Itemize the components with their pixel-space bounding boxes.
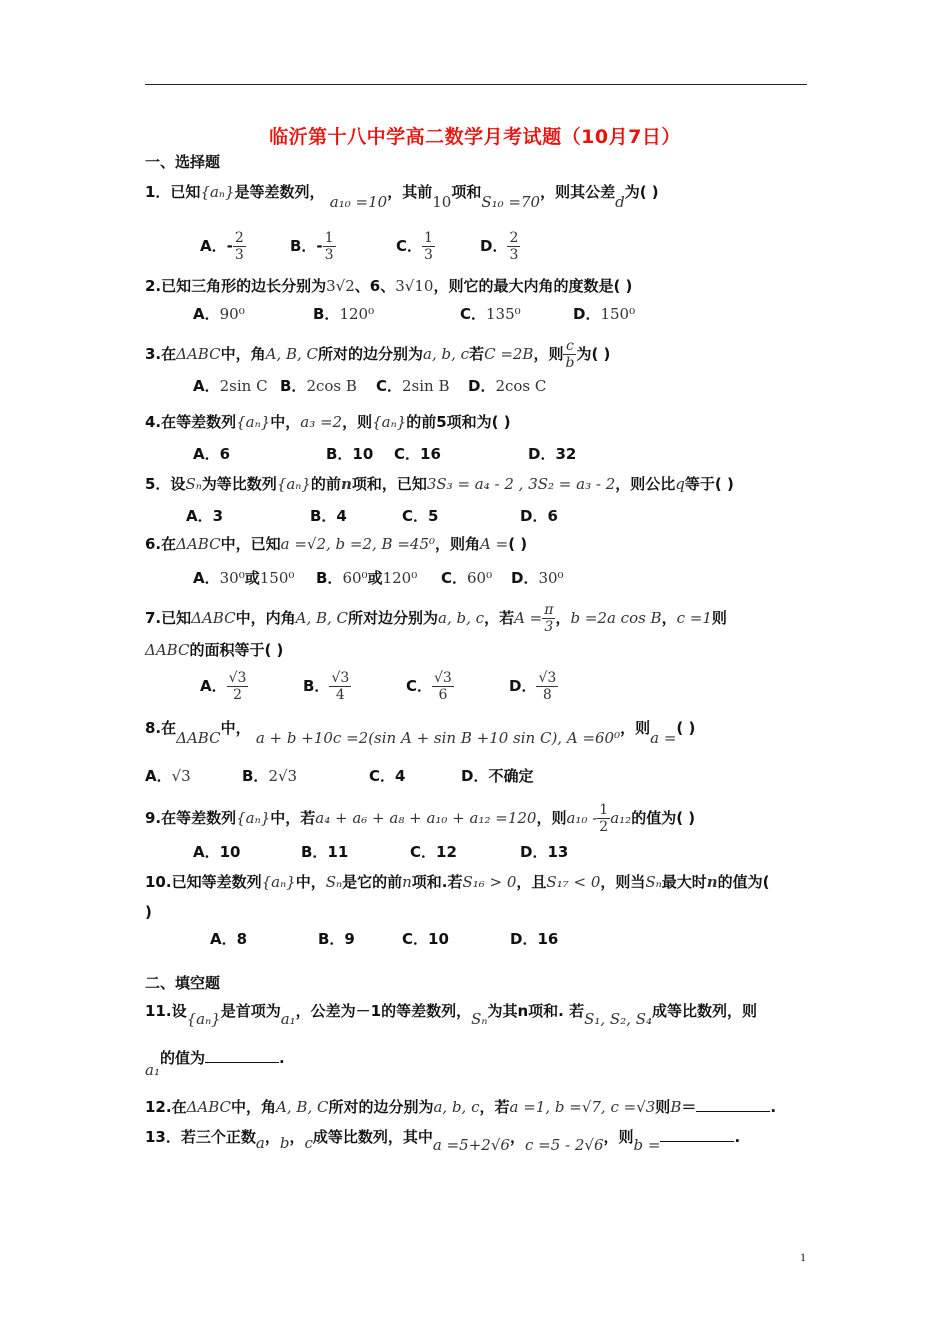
q1-math: S₁₀ =70 — [481, 193, 541, 211]
question-13 — [145, 1127, 741, 1154]
q8-option-a[interactable] — [145, 765, 191, 786]
numerator: √3 — [331, 670, 350, 686]
q4-option-d[interactable]: D．32 — [528, 445, 577, 463]
question-3 — [145, 338, 610, 371]
q7-text: ， — [661, 609, 677, 627]
question-2 — [145, 276, 632, 296]
q5-text: ，则公比 — [615, 475, 676, 493]
q10-text: 中， — [295, 873, 326, 891]
option-value: 30⁰ — [219, 569, 245, 587]
q7-math: b =2a cos B — [570, 609, 662, 627]
q12-text: 则 — [655, 1098, 671, 1116]
q4-math: a₃ =2 — [300, 413, 343, 431]
denominator: b — [565, 355, 575, 371]
option-value: 2√3 — [268, 767, 298, 785]
fraction — [329, 670, 351, 703]
q8-math: a = — [650, 729, 677, 747]
q6-option-c[interactable] — [441, 567, 492, 588]
q7-math: a, b, c — [438, 609, 485, 627]
answer-blank[interactable] — [660, 1127, 734, 1142]
q11-math: a₁ — [145, 1061, 160, 1079]
q9-option-b[interactable]: B．11 — [301, 843, 349, 861]
q1-option-d[interactable] — [480, 230, 520, 263]
q3-text: 若 — [469, 345, 485, 363]
question-11-cont — [145, 1048, 285, 1079]
q7-math: A = — [514, 609, 543, 627]
q12-text: 12.在 — [145, 1098, 187, 1116]
option-value: 60⁰ — [467, 569, 493, 587]
q4-math: {aₙ} — [236, 413, 271, 431]
option-value: 90⁰ — [219, 305, 245, 323]
q10-text: 是它的前 — [342, 873, 403, 891]
q6-math: a =√2, b =2, B =45⁰ — [280, 535, 436, 553]
q12-math: ΔABC — [186, 1098, 232, 1116]
numerator: 2 — [509, 230, 519, 246]
option-value: 2sin C — [219, 377, 268, 395]
q3-math: ΔABC — [176, 345, 221, 363]
q8-text: 中， — [220, 719, 251, 737]
numerator: √3 — [538, 670, 557, 686]
q13-text: ， — [509, 1128, 525, 1146]
option-text: 或 — [367, 569, 383, 587]
q6-math: A = — [480, 535, 509, 553]
q5-text: 项和，已知 — [351, 475, 427, 493]
q5-math: n — [340, 475, 352, 493]
q1-math: a₁₀ =10 — [329, 193, 388, 211]
numerator: c — [563, 338, 576, 355]
q12-text: 所对的边分别为 — [328, 1098, 434, 1116]
q1-text: 项和 — [451, 183, 482, 201]
q7-option-c[interactable] — [406, 670, 454, 703]
question-8 — [145, 718, 696, 747]
q7-text: 则 — [711, 609, 727, 627]
question-10-cont: ) — [145, 903, 152, 921]
q13-text: ， — [264, 1128, 280, 1146]
option-label: A． — [193, 305, 220, 323]
q13-math: c =5 - 2√6 — [524, 1136, 604, 1154]
q6-text: ，则角 — [435, 535, 481, 553]
q6-text: 6.在 — [145, 535, 177, 553]
question-4 — [145, 412, 511, 432]
option-label: D． — [480, 237, 508, 255]
q2-option-c[interactable] — [460, 303, 521, 324]
option-value: √3 — [171, 767, 191, 785]
option-value: 150⁰ — [600, 305, 636, 323]
numerator: 2 — [234, 230, 244, 246]
q11-math: {aₙ} — [186, 1010, 221, 1028]
question-10 — [145, 872, 770, 892]
fraction — [233, 230, 246, 263]
option-label: A． — [193, 377, 220, 395]
q1-option-c[interactable] — [396, 230, 435, 263]
q10-option-a[interactable]: A．8 — [210, 930, 248, 948]
q9-text: 中，若 — [270, 809, 316, 827]
option-value: 120⁰ — [382, 569, 418, 587]
q7-option-b[interactable] — [303, 670, 351, 703]
option-label: D． — [509, 677, 537, 695]
q3-text: 所对的边分别为 — [318, 345, 424, 363]
denominator: 8 — [542, 687, 552, 703]
fraction — [227, 670, 249, 703]
option-label: D． — [511, 569, 539, 587]
q7-text: ，若 — [484, 609, 515, 627]
denominator: 2 — [599, 819, 609, 835]
q3-option-d[interactable] — [468, 375, 546, 396]
q7-option-d[interactable] — [509, 670, 558, 703]
answer-blank[interactable] — [696, 1097, 770, 1112]
q7-text: 的面积等于( ) — [189, 641, 284, 659]
numerator: 1 — [599, 802, 609, 818]
q11-math: Sₙ — [471, 1010, 488, 1028]
q11-text: ，公差为－1的等差数列， — [295, 1002, 472, 1020]
option-value: 2cos B — [306, 377, 357, 395]
numerator: π — [544, 602, 554, 618]
q3-option-b[interactable] — [280, 375, 357, 396]
option-label: B． — [242, 767, 269, 785]
q11-math: S₁, S₂, S₄ — [584, 1010, 653, 1028]
q1-option-b[interactable] — [290, 230, 336, 263]
option-label: C． — [460, 305, 487, 323]
q10-text: ，则当 — [600, 873, 646, 891]
denominator: 6 — [438, 687, 448, 703]
q9-option-c[interactable]: C．12 — [410, 843, 457, 861]
q7-text: 中，内角 — [235, 609, 296, 627]
option-value: 60⁰ — [342, 569, 368, 587]
q2-option-d[interactable] — [573, 303, 635, 324]
q10-math: n — [706, 873, 718, 891]
q10-math: {aₙ} — [261, 873, 296, 891]
q9-text: 9.在等差数列 — [145, 809, 237, 827]
q4-math: {aₙ} — [372, 413, 407, 431]
question-11 — [145, 1001, 758, 1028]
question-9 — [145, 802, 695, 835]
denominator: 3 — [424, 247, 433, 263]
q12-math: a, b, c — [433, 1098, 480, 1116]
q10-option-d[interactable]: D．16 — [510, 930, 559, 948]
question-5 — [145, 474, 734, 494]
option-label: B．- — [290, 237, 323, 255]
q8-option-d[interactable]: D．不确定 — [461, 767, 534, 785]
denominator: 2 — [233, 687, 242, 703]
option-text: 或 — [244, 569, 260, 587]
option-label: B． — [316, 569, 343, 587]
q11-text: 成等比数列，则 — [652, 1002, 758, 1020]
q10-math: Sₙ — [325, 873, 343, 891]
q6-option-a[interactable] — [193, 567, 294, 588]
option-value: 120⁰ — [339, 305, 375, 323]
q9-math: a₁₀ - — [566, 809, 598, 827]
option-label: C． — [396, 237, 423, 255]
q9-math: a₄ + a₆ + a₈ + a₁₀ + a₁₂ =120 — [315, 809, 537, 827]
q1-text: ，其前 — [387, 183, 433, 201]
option-label: B． — [313, 305, 340, 323]
q8-text: ( ) — [676, 719, 696, 737]
q10-text: 最大时 — [661, 873, 707, 891]
q10-text: 项和.若 — [411, 873, 463, 891]
option-label: C． — [406, 677, 433, 695]
q8-text: 8.在 — [145, 719, 177, 737]
q6-math: ΔABC — [176, 535, 221, 553]
denominator: 3 — [509, 247, 519, 263]
q1-math: 10 — [432, 193, 452, 211]
q1-text: 是等差数列， — [234, 183, 325, 201]
q5-text: 的前 — [310, 475, 341, 493]
fraction — [422, 230, 435, 263]
q12-text: 中，角 — [231, 1098, 277, 1116]
section-heading-choice: 一、选择题 — [145, 153, 221, 171]
q7-math: ΔABC — [191, 609, 236, 627]
q8-option-b[interactable] — [242, 765, 297, 786]
q6-option-d[interactable] — [511, 567, 564, 588]
option-label: D． — [573, 305, 601, 323]
q5-option-c[interactable]: C．5 — [402, 507, 439, 525]
question-1 — [145, 182, 659, 211]
q5-text: 为等比数列 — [201, 475, 277, 493]
q3-text: 中，角 — [220, 345, 266, 363]
q10-text: 10.已知等差数列 — [145, 873, 262, 891]
q2-text: 2.已知三角形的边长分别为 — [145, 277, 327, 295]
option-label: A． — [200, 677, 227, 695]
fraction — [432, 670, 454, 703]
option-label: A． — [193, 569, 220, 587]
q7-text: 所对边分别为 — [348, 609, 439, 627]
q10-text: 的值为( — [717, 873, 770, 891]
q2-math: 3√2 — [326, 277, 355, 295]
q2-text: 、6、 — [354, 277, 396, 295]
option-label: B． — [303, 677, 330, 695]
q2-option-a[interactable] — [193, 303, 245, 324]
q3-math: A, B, C — [265, 345, 319, 363]
q11-math: a₁ — [280, 1010, 296, 1028]
option-label: B． — [280, 377, 307, 395]
q10-text: ，且 — [516, 873, 547, 891]
q1-text: ，则其公差 — [540, 183, 616, 201]
q1-text: 1．已知 — [145, 183, 201, 201]
option-label: C． — [376, 377, 403, 395]
q3-option-a[interactable] — [193, 375, 268, 396]
q5-text: 等于( ) — [684, 475, 734, 493]
q7-math: c =1 — [676, 609, 712, 627]
q1-math: {aₙ} — [200, 183, 235, 201]
q13-text: 成等比数列，其中 — [312, 1128, 433, 1146]
q5-math: 3S₃ = a₄ - 2 , 3S₂ = a₃ - 2 — [426, 475, 616, 493]
q1-option-a[interactable] — [200, 230, 246, 263]
option-label: D． — [468, 377, 496, 395]
q10-math: S₁₇ < 0 — [546, 873, 601, 891]
q3-text: 为( ) — [576, 345, 611, 363]
q4-text: 的前5项和为( ) — [406, 413, 511, 431]
q13-text: . — [734, 1128, 741, 1146]
q1-math: d — [615, 193, 625, 211]
q13-math: b — [279, 1134, 290, 1152]
question-6 — [145, 534, 527, 554]
q5-math: q — [675, 475, 685, 493]
answer-blank[interactable] — [205, 1048, 279, 1063]
q12-text: ＝ — [681, 1098, 697, 1116]
q7-math: A, B, C — [295, 609, 349, 627]
q3-text: ，则 — [533, 345, 564, 363]
fraction — [323, 230, 336, 263]
q7-fraction — [542, 602, 555, 635]
option-value: 135⁰ — [486, 305, 521, 323]
q4-option-a[interactable]: A．6 — [193, 445, 231, 463]
numerator: 1 — [424, 230, 433, 246]
q9-math: a₁₂ — [610, 809, 632, 827]
q3-math: C =2B — [484, 345, 534, 363]
q9-option-d[interactable]: D．13 — [520, 843, 569, 861]
q12-math: a =1, b =√7, c =√3 — [509, 1098, 656, 1116]
q13-math: b = — [633, 1136, 661, 1154]
option-value: 2cos C — [495, 377, 547, 395]
q5-option-a[interactable]: A．3 — [186, 507, 224, 525]
q2-math: 3√10 — [395, 277, 434, 295]
q9-option-a[interactable]: A．10 — [193, 843, 241, 861]
question-7-cont — [145, 640, 283, 660]
q8-text: ，则 — [620, 719, 651, 737]
q2-text: ，则它的最大内角的度数是( ) — [433, 277, 633, 295]
q12-text: ，若 — [479, 1098, 510, 1116]
q4-text: 中， — [270, 413, 301, 431]
q5-text: 5．设 — [145, 475, 186, 493]
q7-option-a[interactable] — [200, 670, 248, 703]
q8-option-c[interactable]: C．4 — [369, 767, 406, 785]
q10-math: n — [402, 873, 412, 891]
q3-math: a, b, c — [423, 345, 470, 363]
question-7 — [145, 602, 727, 635]
q7-text: 7.已知 — [145, 609, 192, 627]
q4-option-b[interactable]: B．10 — [326, 445, 374, 463]
q5-option-d[interactable]: D．6 — [520, 507, 558, 525]
q5-option-b[interactable]: B．4 — [310, 507, 347, 525]
q3-fraction — [563, 338, 576, 371]
q13-text: 13．若三个正数 — [145, 1128, 256, 1146]
q13-math: a — [255, 1134, 265, 1152]
page-title: 临沂第十八中学高二数学月考试题（10月7日） — [269, 126, 681, 148]
option-value: 150⁰ — [259, 569, 295, 587]
q6-text: 中，已知 — [220, 535, 281, 553]
q3-option-c[interactable] — [376, 375, 450, 396]
option-label: A． — [145, 767, 172, 785]
q7-text: ， — [555, 609, 571, 627]
q13-math: a =5+2√6 — [432, 1136, 510, 1154]
q1-text: 为( ) — [624, 183, 659, 201]
q11-text: 的值为 — [159, 1049, 205, 1067]
q5-math: {aₙ} — [276, 475, 311, 493]
q4-option-c[interactable]: C．16 — [394, 445, 441, 463]
numerator: 1 — [324, 230, 334, 246]
denominator: 3 — [544, 619, 554, 635]
q10-option-b[interactable]: B．9 — [318, 930, 355, 948]
option-label: C． — [441, 569, 468, 587]
denominator: 3 — [234, 247, 244, 263]
q6-text: ( ) — [508, 535, 528, 553]
q11-text: 为其n项和. 若 — [487, 1002, 585, 1020]
q3-text: 3.在 — [145, 345, 177, 363]
q12-text: . — [770, 1098, 777, 1116]
denominator: 4 — [335, 687, 345, 703]
numerator: √3 — [228, 670, 247, 686]
q10-math: S₁₆ > 0 — [462, 873, 517, 891]
page-number: 1 — [800, 1250, 806, 1264]
section-heading-fill: 二、填空题 — [145, 974, 221, 992]
q9-text: ，则 — [536, 809, 567, 827]
q5-math: Sₙ — [185, 475, 202, 493]
q9-math: {aₙ} — [236, 809, 271, 827]
option-label: A．- — [200, 237, 233, 255]
q13-math: c — [304, 1134, 313, 1152]
fraction — [507, 230, 520, 263]
q10-option-c[interactable]: C．10 — [402, 930, 449, 948]
numerator: √3 — [434, 670, 452, 686]
q13-text: ，则 — [603, 1128, 634, 1146]
option-value: 2sin B — [402, 377, 450, 395]
q11-text: 是首项为 — [220, 1002, 281, 1020]
fraction — [536, 670, 558, 703]
option-value: 30⁰ — [538, 569, 564, 587]
q2-option-b[interactable] — [313, 303, 374, 324]
q12-math: B — [670, 1098, 682, 1116]
q11-text: . — [278, 1049, 285, 1067]
q7-math: ΔABC — [145, 641, 190, 659]
q8-math: a + b +10c =2(sin A + sin B +10 sin C), A =60⁰ — [255, 729, 621, 747]
q8-math: ΔABC — [176, 729, 221, 747]
q11-text: 11.设 — [145, 1002, 187, 1020]
q6-option-b[interactable] — [316, 567, 417, 588]
question-12 — [145, 1097, 776, 1117]
q12-math: A, B, C — [276, 1098, 329, 1116]
q9-text: 的值为( ) — [631, 809, 696, 827]
q4-text: 4.在等差数列 — [145, 413, 237, 431]
q4-text: ，则 — [342, 413, 373, 431]
denominator: 3 — [324, 247, 334, 263]
q13-text: ， — [289, 1128, 305, 1146]
header-rule — [145, 84, 807, 85]
q9-fraction — [597, 802, 610, 835]
q10-math: Sₙ — [645, 873, 662, 891]
